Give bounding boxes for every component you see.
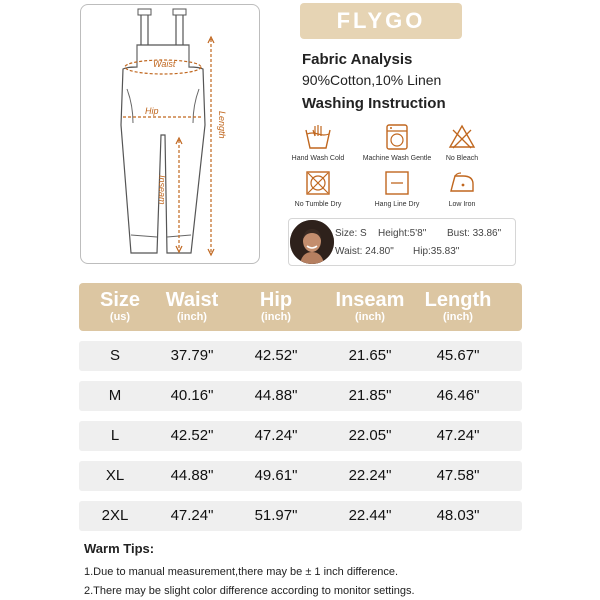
care-caption: Machine Wash Gentle (362, 155, 432, 162)
waist-dimension-label: Waist (153, 59, 176, 69)
header-waist: Waist (inch) (165, 289, 219, 323)
header-hip: Hip (inch) (259, 289, 293, 323)
inseam-dimension-label: Inseam (157, 175, 167, 205)
hip-dimension-label: Hip (145, 106, 159, 116)
low-iron-icon (447, 168, 477, 198)
machine-wash-icon (382, 122, 412, 152)
model-waist: Waist: 24.80" (335, 246, 394, 257)
care-item-no-tumble-dry (278, 168, 358, 208)
table-row: M 40.16" 44.88" 21.85" 46.46" (79, 381, 522, 411)
overalls-illustration (81, 5, 259, 263)
model-bust: Bust: 33.86" (447, 228, 502, 239)
care-caption: No Tumble Dry (294, 201, 342, 208)
size-chart-header (79, 283, 522, 331)
table-row: L 42.52" 47.24" 22.05" 47.24" (79, 421, 522, 451)
table-row: 2XL 47.24" 51.97" 22.44" 48.03" (79, 501, 522, 531)
hand-wash-icon (303, 122, 333, 152)
no-tumble-dry-icon (303, 168, 333, 198)
fabric-value: 90%Cotton,10% Linen (302, 72, 442, 88)
table-row: XL 44.88" 49.61" 22.24" 47.58" (79, 461, 522, 491)
header-inseam: Inseam (inch) (335, 289, 405, 323)
size-chart-table (79, 283, 522, 524)
care-item-no-bleach (422, 122, 502, 162)
washing-title: Washing Instruction (302, 95, 446, 112)
header-length: Length (inch) (424, 289, 492, 323)
header-size: Size (us) (99, 289, 141, 323)
model-info-card (288, 218, 516, 266)
care-item-hand-wash (278, 122, 358, 162)
hang-line-dry-icon (382, 168, 412, 198)
fabric-title: Fabric Analysis (302, 51, 413, 68)
table-row: S 37.79" 42.52" 21.65" 45.67" (79, 341, 522, 371)
model-avatar (290, 220, 334, 264)
garment-diagram (80, 4, 260, 264)
warm-tips-title: Warm Tips: (84, 541, 155, 556)
model-size: Size: S (335, 228, 367, 239)
care-caption: Hand Wash Cold (291, 155, 345, 162)
length-dimension-label: Length (217, 111, 227, 139)
brand-badge: FLYGO (300, 3, 462, 39)
care-caption: No Bleach (445, 155, 479, 162)
model-height: Height:5'8" (378, 228, 427, 239)
no-bleach-icon (447, 122, 477, 152)
warm-tip-item: 2.There may be slight color difference according to monitor settings. (84, 585, 415, 597)
model-hip: Hip:35.83" (413, 246, 460, 257)
care-caption: Hang Line Dry (374, 201, 420, 208)
care-item-low-iron (422, 168, 502, 208)
warm-tip-item: 1.Due to manual measurement,there may be ± 1 inch difference. (84, 566, 399, 578)
care-caption: Low Iron (448, 201, 476, 208)
